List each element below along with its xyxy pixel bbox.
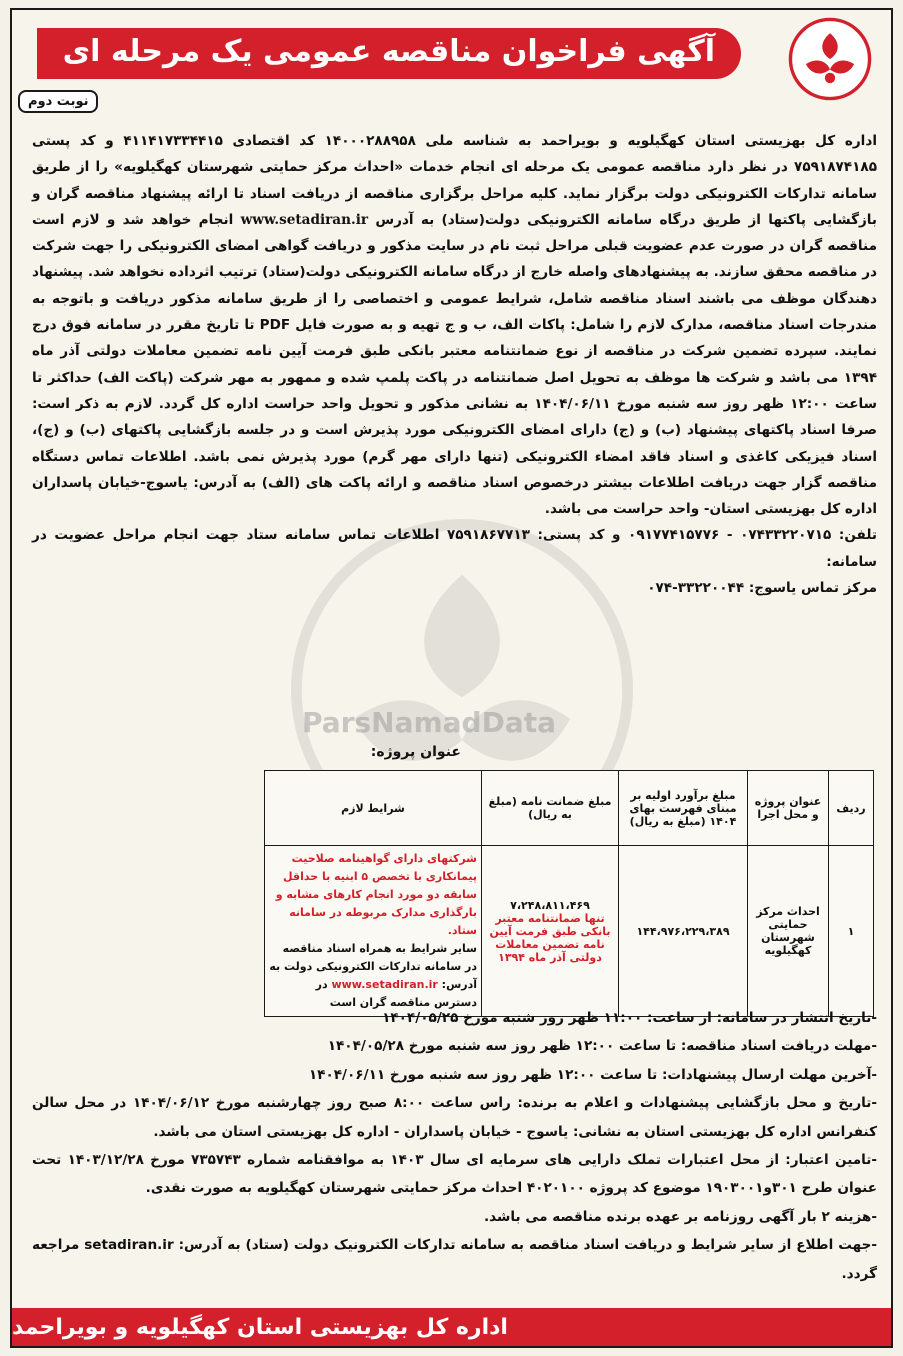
col-estimate-header: مبلغ برآورد اولیه بر مبنای فهرست بهای ۱۴۰۴ (مبلغ به ریال): [619, 771, 748, 846]
condition-2-tail: در دسترس مناقصه گران است: [315, 978, 477, 1009]
more-info: [32, 1231, 877, 1288]
welfare-logo-icon: [787, 16, 873, 102]
intro-paragraph: [32, 128, 877, 522]
table-row: [265, 846, 874, 1017]
guarantee-amount: ۷،۲۴۸،۸۱۱،۴۶۹: [510, 898, 590, 912]
project-table: [264, 770, 874, 1017]
submission-deadline: -آخرین مهلت ارسال پیشنهادات: تا ساعت ۱۲:۰۰ ظهر روز سه شنبه مورخ ۱۴۰۴/۰۶/۱۱: [308, 1066, 877, 1083]
publish-date: -تاریخ انتشار در سامانه: از ساعت: ۱۱:۰۰ ظهر روز شنبه مورخ ۱۴۰۴/۰۵/۲۵: [382, 1010, 877, 1026]
deadlines-section: [32, 1004, 877, 1288]
header: [12, 10, 891, 88]
col-conditions-header: شرایط لازم: [265, 771, 482, 846]
advertisement-page: [10, 8, 893, 1348]
footer-bar: [12, 1308, 891, 1346]
conditions-cell: [265, 846, 482, 1017]
setad-link-footer[interactable]: setadiran.ir: [84, 1237, 174, 1254]
watermark-text: ParsNamadData: [302, 706, 556, 739]
opening-info: -تاریخ و محل بازگشایی پیشنهادات و اعلام به برنده: راس ساعت ۸:۰۰ صبح روز چهارشنبه مورخ ۱۴۰۴/۰۶/۱۲ در محل سالن کنفرانس اداره کل بهزیستی استان به نشانی: یاسوج - خیابان پاسداران - اداره کل بهزیستی استان می باشد.: [32, 1095, 878, 1140]
ad-title: آگهی فراخوان مناقصه عمومی یک مرحله ای: [37, 28, 741, 79]
intro-text: اداره کل بهزیستی استان کهگیلویه و بویراحمد به شناسه ملی ۱۴۰۰۰۲۸۸۹۵۸ کد اقتصادی ۴۱۱۴۱۷۳۳۴۴۱۵ و کد پستی ۷۵۹۱۸۷۴۱۸۵ در نظر دارد مناقصه عمومی یک مرحله ای انجام خدمات «احداث مرکز حمایتی شهرستان کهگیلویه» را از طریق سامانه تدارکات الکترونیکی دولت برگزار نماید. کلیه مراحل برگزاری مناقصه از دریافت اسناد تا ارائه پیشنهاد مناقصه گران و بازگشایی پاکتها از طریق درگاه سامانه الکترونیکی دولت(ستاد) به آدرس: [32, 133, 878, 228]
contact-paragraph: تلفن: ۰۷۴۳۳۲۲۰۷۱۵ - ۰۹۱۷۷۴۱۵۷۷۶ و کد پستی: ۷۵۹۱۸۶۷۷۱۳ اطلاعات تماس سامانه ستاد جهت انجام مراحل عضویت در سامانه:: [32, 527, 877, 570]
more-info-tail: مراجعه گردد.: [32, 1237, 877, 1282]
condition-2-link[interactable]: www.setadiran.ir: [331, 978, 438, 991]
edition-badge: نوبت دوم: [18, 90, 98, 113]
ad-cost-note: -هزینه ۲ بار آگهی روزنامه بر عهده برنده مناقصه می باشد.: [484, 1208, 877, 1225]
call-center: مرکز تماس یاسوج: ۳۳۲۲۰۰۴۴-۰۷۴: [647, 580, 877, 597]
estimate-amount: ۱۴۴،۹۷۶،۲۲۹،۳۸۹: [619, 846, 748, 1017]
intro-text-cont: انجام خواهد شد و لازم است مناقصه گران در صورت عدم عضویت قبلی مراحل ثبت نام در سایت مذکور و دریافت گواهی امضای الکترونیکی را جهت شرکت در مناقصه محقق سازند. به پیشنهادهای واصله خارج از درگاه سامانه الکترونیکی دولت(ستاد) ترتیب اثرداده نخواهد شد. پیشنهاد دهندگان موظف می باشند اسناد مناقصه شامل، شرایط عمومی و اختصاصی را از طریق سامانه مذکور دریافت و باتوجه به مندرجات اسناد مناقصه، مدارک لازم را شامل: پاکات الف، ب و ج تهیه و به صورت فایل PDF تا تاریخ مقرر در سامانه فوق درج نمایند. سپرده تضمین شرکت در مناقصه از نوع ضمانتنامه معتبر بانکی طبق فرمت آیین نامه تضمین معاملات دولتی آذر ماه ۱۳۹۴ می باشد و شرکت ها موظف به تحویل اصل ضمانتنامه در پاکت پلمپ شده و ممهور به مهر شرکت (پاکت الف) حداکثر تا ساعت ۱۲:۰۰ ظهر روز سه شنبه مورخ ۱۴۰۴/۰۶/۱۱ به نشانی مذکور و تحویل واحد حراست اداره کل گردد. لازم به ذکر است: صرفا اسناد پاکتهای پیشنهاد (ب) و (ج) دارای امضای الکترونیکی مورد پذیرش است و در جلسه بازگشایی پاکتهای (ب) و (ج)، اسناد فیزیکی کاغذی و اسناد فاقد امضاء الکترونیکی (تنها دارای مهر گرم) مورد پذیرش نمی باشد. اطلاعات تماس دستگاه مناقصه گزار جهت دریافت اطلاعات بیشتر درخصوص اسناد مناقصه و ارائه پاکت های (الف) به آدرس: یاسوج-خیابان پاسداران اداره کل بهزیستی استان- واحد حراست می باشد.: [32, 211, 877, 518]
row-number: ۱: [829, 846, 874, 1017]
guarantee-cell: [482, 846, 619, 1017]
col-row-header: ردیف: [829, 771, 874, 846]
guarantee-note: تنها ضمانتنامه معتبر بانکی طبق فرمت آیین نامه تضمین معاملات دولتی آذر ماه ۱۳۹۴: [489, 911, 611, 964]
col-guarantee-header: مبلغ ضمانت نامه (مبلغ به ریال): [482, 771, 619, 846]
project-title-label: عنوان پروژه:: [370, 744, 461, 760]
footer-text: اداره کل بهزیستی استان کهگیلویه و بویراحمد: [12, 1314, 508, 1340]
body-text: [32, 128, 877, 601]
document-deadline: -مهلت دریافت اسناد مناقصه: تا ساعت ۱۲:۰۰ ظهر روز سه شنبه مورخ ۱۴۰۴/۰۵/۲۸: [327, 1038, 877, 1055]
condition-2: [269, 940, 477, 1012]
funding-info: -تامین اعتبار: از محل اعتبارات تملک دارایی های سرمایه ای سال ۱۴۰۳ به موافقنامه شماره ۷۳۵۷۴۳ مورخ ۱۴۰۳/۱۲/۲۸ تحت عنوان طرح ۳۰۱و۱۹۰۳۰۰۱ موضوع کد پروژه ۴۰۲۰۱۰۰ احداث مرکز حمایتی شهرستان کهگیلویه به صورت نقدی.: [32, 1152, 878, 1197]
col-name-header: عنوان پروژه و محل اجرا: [748, 771, 829, 846]
condition-2-text: سایر شرایط به همراه اسناد مناقصه در سامانه تدارکات الکترونیکی دولت به آدرس:: [269, 942, 477, 991]
condition-1: شرکتهای دارای گواهینامه صلاحیت پیمانکاری با تخصص ۵ ابنیه با حداقل سابقه دو مورد انجام کارهای مشابه و بارگذاری مدارک مربوطه در سامانه ستاد.: [275, 852, 477, 937]
setad-link[interactable]: www.setadiran.ir: [240, 211, 369, 228]
project-name: احداث مرکز حمایتی شهرستان کهگیلویه: [748, 846, 829, 1017]
more-info-text: -جهت اطلاع از سایر شرایط و دریافت اسناد مناقصه به سامانه تدارکات الکترونیک دولت (ستاد) به آدرس:: [178, 1237, 878, 1254]
table-header-row: [265, 771, 874, 846]
